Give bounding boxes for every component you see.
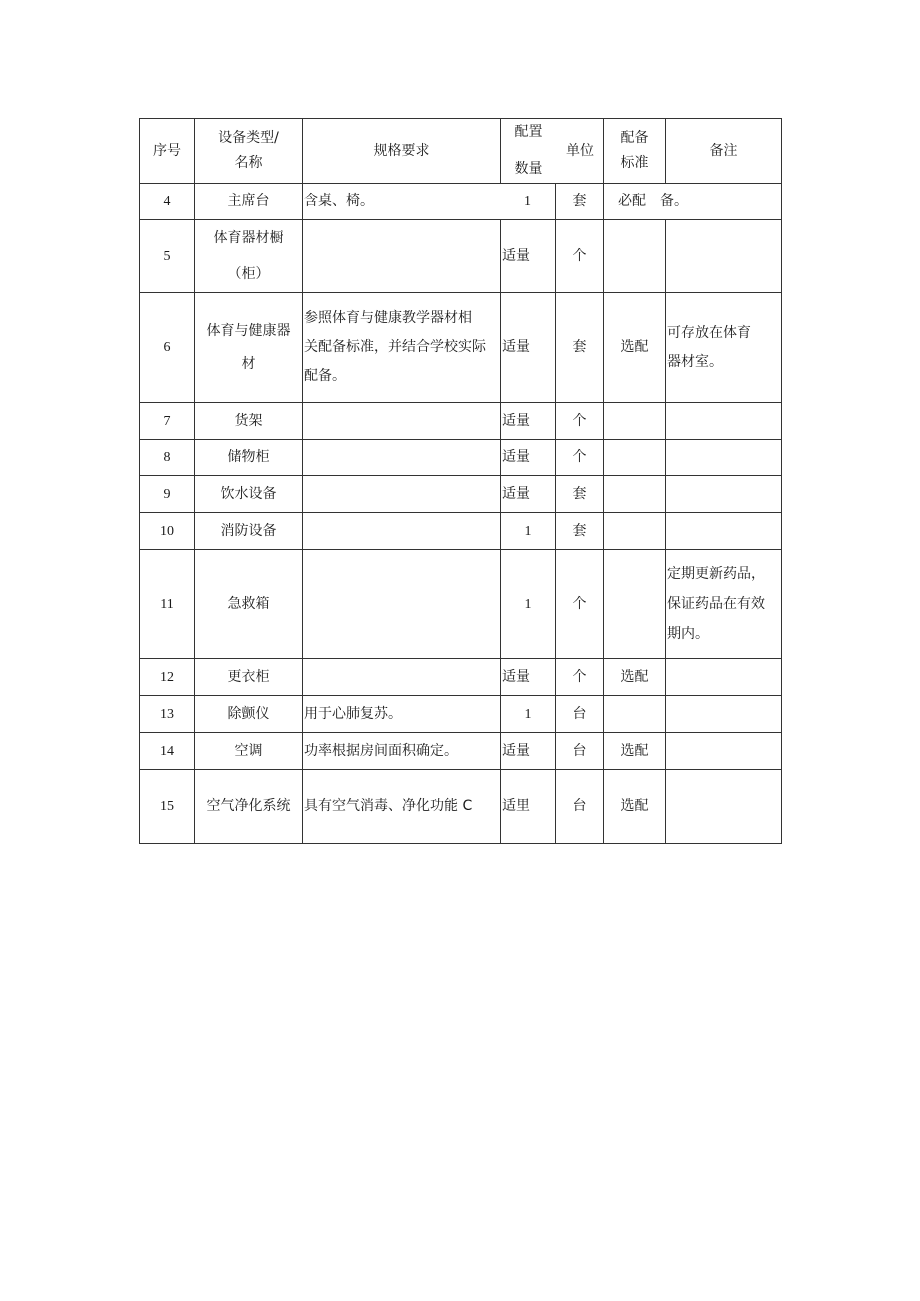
row-remark [666, 476, 782, 513]
row-spec: 含桌、椅。 [304, 193, 374, 209]
row-spec-line3: 配备。 [304, 368, 346, 384]
row-qty: 适量 [501, 733, 556, 770]
row-unit: 个 [556, 403, 604, 440]
row-std: 选配 [604, 293, 666, 403]
header-std [604, 119, 666, 184]
row-remark-line2: 器材室。 [667, 353, 723, 370]
header-type-line2: 名称 [234, 155, 263, 171]
row-unit: 套 [556, 476, 604, 513]
row-seq: 11 [140, 550, 195, 659]
row-qty: 适量 [501, 659, 556, 696]
row-name: 急救箱 [195, 550, 303, 659]
header-std-line2: 标准 [620, 155, 649, 171]
row-unit: 套 [556, 293, 604, 403]
row-seq: 12 [140, 659, 195, 696]
row-name: 除颤仪 [195, 696, 303, 733]
row-qty: 适量 [501, 293, 556, 403]
table-row [140, 184, 782, 220]
row-name-line1: 体育器材橱 [213, 230, 284, 246]
row-name: 货架 [195, 403, 303, 440]
row-name [195, 293, 303, 403]
row-seq: 7 [140, 403, 195, 440]
header-qty-line1: 配置 [514, 124, 543, 140]
row-remark-line3: 期内。 [667, 626, 709, 642]
row-std: 选配 [604, 659, 666, 696]
row-seq: 13 [140, 696, 195, 733]
row-name: 空调 [195, 733, 303, 770]
row-std-remark [604, 184, 782, 220]
row-remark-line2: 保证药品在有效 [667, 596, 765, 612]
row-spec [303, 659, 501, 696]
row-seq: 4 [140, 184, 195, 220]
row-remark-line1: 定期更新药品， [667, 566, 765, 582]
header-type [195, 119, 303, 184]
row-remark [666, 440, 782, 476]
row-name: 空气净化系统 [195, 770, 303, 844]
table-row [140, 403, 782, 440]
row-seq: 5 [140, 220, 195, 293]
row-std [604, 513, 666, 550]
row-spec [303, 476, 501, 513]
row-std: 选配 [604, 770, 666, 844]
table-row [140, 440, 782, 476]
equipment-table [139, 118, 782, 844]
row-std [604, 403, 666, 440]
row-remark: 备。 [660, 193, 688, 209]
row-seq: 10 [140, 513, 195, 550]
row-qty: 1 [501, 513, 556, 550]
row-name-line1: 体育与健康器 [206, 323, 291, 339]
row-spec [303, 220, 501, 293]
table-row [140, 770, 782, 844]
table-row [140, 293, 782, 403]
row-spec: 功率根据房间面积确定。 [303, 733, 501, 770]
row-seq: 6 [140, 293, 195, 403]
row-name: 饮水设备 [195, 476, 303, 513]
row-name-line2: （柜） [227, 266, 270, 282]
row-unit: 个 [556, 440, 604, 476]
row-remark [666, 220, 782, 293]
row-unit: 台 [556, 696, 604, 733]
row-spec [303, 293, 501, 403]
header-unit: 单位 [566, 143, 594, 159]
row-unit: 个 [556, 220, 604, 293]
row-unit: 套 [556, 184, 604, 220]
row-unit: 个 [556, 659, 604, 696]
row-name: 消防设备 [195, 513, 303, 550]
row-std [604, 550, 666, 659]
row-name [195, 220, 303, 293]
row-qty: 适里 [501, 770, 556, 844]
row-qty: 适量 [501, 440, 556, 476]
row-spec [303, 440, 501, 476]
header-std-line1: 配备 [620, 130, 649, 146]
row-spec: 具有空气消毒、净化功能 C [303, 770, 501, 844]
row-unit: 台 [556, 770, 604, 844]
header-qty-line2: 数量 [514, 161, 543, 177]
row-std: 选配 [604, 733, 666, 770]
row-spec [303, 513, 501, 550]
row-std: 必配 [618, 193, 646, 209]
table-row [140, 733, 782, 770]
row-name: 储物柜 [195, 440, 303, 476]
row-qty: 1 [501, 696, 556, 733]
row-seq: 9 [140, 476, 195, 513]
row-qty: 适量 [501, 220, 556, 293]
row-unit: 个 [556, 550, 604, 659]
row-qty: 1 [524, 194, 531, 209]
row-qty: 适量 [501, 403, 556, 440]
row-std [604, 440, 666, 476]
row-std [604, 220, 666, 293]
header-row [140, 119, 782, 184]
row-remark [666, 403, 782, 440]
header-remark: 备注 [666, 119, 782, 184]
row-remark [666, 696, 782, 733]
row-remark [666, 659, 782, 696]
header-spec: 规格要求 [303, 119, 501, 184]
row-std [604, 696, 666, 733]
row-seq: 15 [140, 770, 195, 844]
row-remark [666, 513, 782, 550]
row-unit: 台 [556, 733, 604, 770]
row-remark-line1: 可存放在体育 [667, 324, 751, 341]
row-name: 主席台 [195, 184, 303, 220]
row-spec [303, 550, 501, 659]
row-std [604, 476, 666, 513]
row-name: 更衣柜 [195, 659, 303, 696]
row-spec: 用于心肺复苏。 [303, 696, 501, 733]
table-row [140, 550, 782, 659]
row-seq: 8 [140, 440, 195, 476]
row-spec-line2: 关配备标准，并结合学校实际 [304, 339, 486, 355]
row-qty: 适量 [501, 476, 556, 513]
row-spec [303, 403, 501, 440]
table-row [140, 476, 782, 513]
row-remark [666, 770, 782, 844]
header-qty-unit [501, 119, 604, 184]
header-seq: 序号 [140, 119, 195, 184]
row-seq: 14 [140, 733, 195, 770]
table-row [140, 513, 782, 550]
row-unit: 套 [556, 513, 604, 550]
row-spec-qty [303, 184, 556, 220]
row-qty: 1 [501, 550, 556, 659]
row-spec-line1: 参照体育与健康教学器材相 [304, 310, 472, 326]
table-row [140, 659, 782, 696]
header-type-line1: 设备类型/ [218, 130, 279, 146]
row-name-line2: 材 [241, 356, 256, 372]
row-remark [666, 293, 782, 403]
row-remark [666, 550, 782, 659]
row-remark [666, 733, 782, 770]
table-row [140, 696, 782, 733]
table-row [140, 220, 782, 293]
